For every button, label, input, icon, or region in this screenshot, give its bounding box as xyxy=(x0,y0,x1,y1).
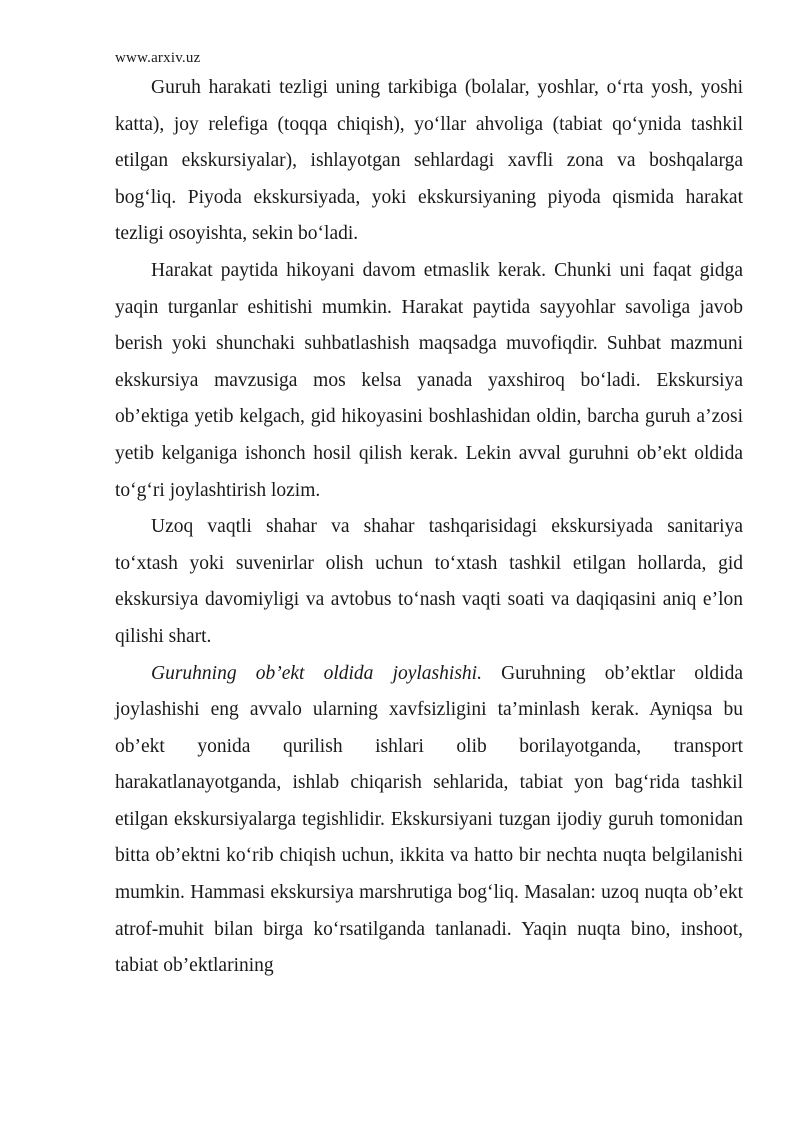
paragraph-text: Uzoq vaqtli shahar va shahar tashqarisidagi ekskursiyada sanitariya to‘xtash yoki suvenirlar olish uchun to‘xtash tashkil etilgan hollarda, gid ekskursiya davomiyligi va avtobus to‘nash vaqti soati va daqiqasini aniq e’lon qilishi shart. xyxy=(115,516,743,647)
paragraph-text: Guruhning ob’ektlar oldida joylashishi eng avvalo ularning xavfsizligini ta’minlash kerak. Ayniqsa bu ob’ekt yonida qurilish ishlari olib borilayotganda, transport harakatlanayotganda, ishlab chiqarish sehlarida, tabiat yon bag‘rida tashkil etilgan ekskursiyalarga tegishlidir. Ekskursiyani tuzgan ijodiy guruh tomonidan bitta ob’ektni ko‘rib chiqish uchun, ikkita va hatto bir nechta nuqta belgilanishi mumkin. Hammasi ekskursiya marshrutiga bog‘liq. Masalan: uzoq nuqta ob’ekt atrof-muhit bilan birga ko‘rsatilganda tanlanadi. Yaqin nuqta bino, inshoot, tabiat ob’ektlarining xyxy=(115,662,743,977)
paragraph-group-placement xyxy=(115,656,743,985)
paragraph-long-excursion xyxy=(115,509,743,655)
paragraph-movement-story xyxy=(115,253,743,509)
document-body xyxy=(115,70,743,985)
paragraph-text: Guruh harakati tezligi uning tarkibiga (bolalar, yoshlar, o‘rta yosh, yoshi katta), joy relefiga (toqqa chiqish), yo‘llar ahvoliga (tabiat qo‘ynida tashkil etilgan ekskursiyalar), ishlayotgan sehlardagi xavfli zona va boshqalarga bog‘liq. Piyoda ekskursiyada, yoki ekskursiyaning piyoda qismida harakat tezligi osoyishta, sekin bo‘ladi. xyxy=(115,77,743,245)
paragraph-lead-italic: Guruhning ob’ekt oldida joylashishi. xyxy=(151,662,482,684)
page-header-url: www.arxiv.uz xyxy=(115,50,201,66)
paragraph-text: Harakat paytida hikoyani davom etmaslik kerak. Chunki uni faqat gidga yaqin turganlar eshitishi mumkin. Harakat paytida sayyohlar savoliga javob berish yoki shunchaki suhbatlashish maqsadga muvofiqdir. Suhbat mazmuni ekskursiya mavzusiga mos kelsa yanada yaxshiroq bo‘ladi. Ekskursiya ob’ektiga yetib kelgach, gid hikoyasini boshlashidan oldin, barcha guruh a’zosi yetib kelganiga ishonch hosil qilish kerak. Lekin avval guruhni ob’ekt oldida to‘g‘ri joylashtirish lozim. xyxy=(115,259,743,501)
paragraph-group-speed xyxy=(115,70,743,253)
